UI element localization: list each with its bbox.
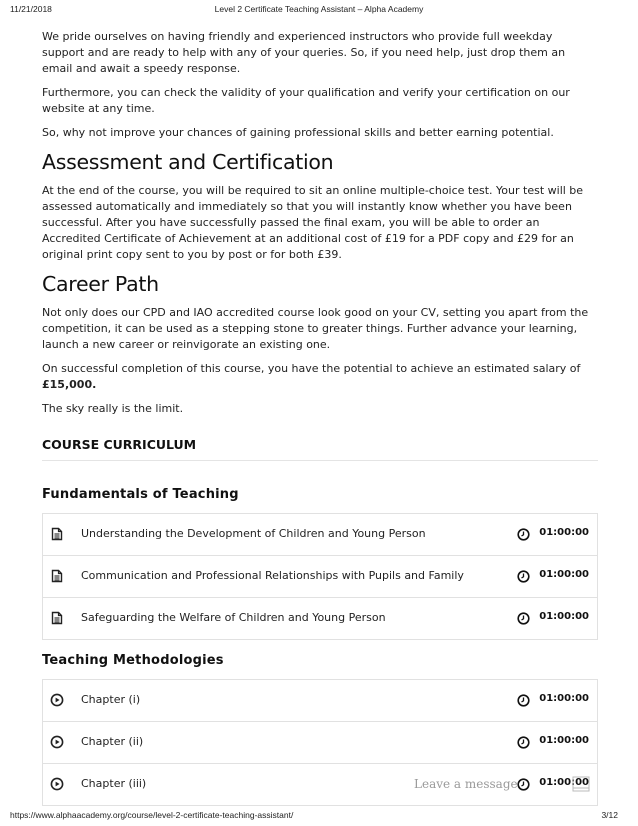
lesson-duration: 01:00:00	[539, 777, 589, 788]
lesson-row[interactable]	[43, 556, 597, 598]
clock-icon	[517, 612, 530, 625]
lesson-name[interactable]: Chapter (iii)	[81, 777, 147, 790]
play-circle-icon	[50, 693, 64, 707]
intro-paragraph-improve: So, why not improve your chances of gaining professional skills and better earning potential.	[42, 126, 554, 139]
assessment-paragraph: At the end of the course, you will be required to sit an online multiple-choice test. Your test will be assessed automatically and immediately so that you will instantly know whether you have been successful. After you have successfully passed the final exam, you will be able to order an Accredited Certificate of Achievement at an additional cost of £19 for a PDF copy and £29 for an original print copy sent to you by post or for both £39.	[42, 184, 584, 261]
course-content	[42, 29, 598, 806]
print-date: 11/21/2018	[10, 4, 52, 14]
print-header	[0, 4, 638, 18]
career-paragraph: Not only does our CPD and IAO accredited course look good on your CV, setting you apart from the competition, it can be used as a stepping stone to greater things. Further advance your learning, launch a new career or reinvigorate an existing one.	[42, 306, 589, 351]
document-icon	[50, 569, 64, 583]
print-url: https://www.alphaacademy.org/course/level-2-certificate-teaching-assistant/	[10, 810, 294, 820]
career-closing: The sky really is the limit.	[42, 402, 184, 415]
lesson-name[interactable]: Chapter (i)	[81, 693, 141, 706]
chat-window-icon[interactable]	[572, 776, 590, 792]
lesson-duration: 01:00:00	[539, 527, 589, 538]
lesson-name[interactable]: Safeguarding the Welfare of Children and Young Person	[81, 611, 386, 624]
salary-amount: £15,000.	[42, 378, 97, 391]
lesson-duration: 01:00:00	[539, 569, 589, 580]
lesson-row[interactable]	[43, 680, 597, 722]
lesson-name[interactable]: Understanding the Development of Children and Young Person	[81, 527, 426, 540]
lesson-duration: 01:00:00	[539, 611, 589, 622]
play-circle-icon	[50, 777, 64, 791]
salary-text: On successful completion of this course, you have the potential to achieve an estimated salary of	[42, 362, 581, 375]
print-page-title: Level 2 Certificate Teaching Assistant – Alpha Academy	[214, 4, 424, 14]
chat-widget[interactable]	[412, 775, 598, 795]
print-page-number: 3/12	[601, 810, 618, 820]
lesson-row[interactable]	[43, 598, 597, 640]
section-title-methodologies: Teaching Methodologies	[42, 653, 224, 668]
career-heading: Career Path	[42, 272, 159, 296]
salary-paragraph	[42, 361, 598, 393]
lesson-name[interactable]: Chapter (ii)	[81, 735, 144, 748]
lesson-duration: 01:00:00	[539, 735, 589, 746]
play-circle-icon	[50, 735, 64, 749]
lesson-list-fundamentals	[42, 513, 598, 640]
intro-paragraph-support: We pride ourselves on having friendly and experienced instructors who provide full weekday support and are ready to help with any of your queries. So, if you need help, just drop them an email and await a speedy response.	[42, 30, 566, 75]
clock-icon	[517, 570, 530, 583]
curriculum-title: COURSE CURRICULUM	[42, 437, 598, 461]
lesson-row[interactable]	[43, 722, 597, 764]
leave-message-label[interactable]: Leave a message	[414, 777, 518, 791]
lesson-name[interactable]: Communication and Professional Relationships with Pupils and Family	[81, 569, 464, 582]
document-icon	[50, 611, 64, 625]
print-footer	[0, 810, 638, 822]
lesson-duration: 01:00:00	[539, 693, 589, 704]
assessment-heading: Assessment and Certification	[42, 150, 334, 174]
intro-paragraph-verify: Furthermore, you can check the validity of your qualification and verify your certification on our website at any time.	[42, 86, 570, 115]
lesson-row[interactable]	[43, 514, 597, 556]
section-title-fundamentals: Fundamentals of Teaching	[42, 487, 239, 502]
clock-icon	[517, 736, 530, 749]
clock-icon	[517, 694, 530, 707]
document-icon	[50, 527, 64, 541]
clock-icon	[517, 528, 530, 541]
